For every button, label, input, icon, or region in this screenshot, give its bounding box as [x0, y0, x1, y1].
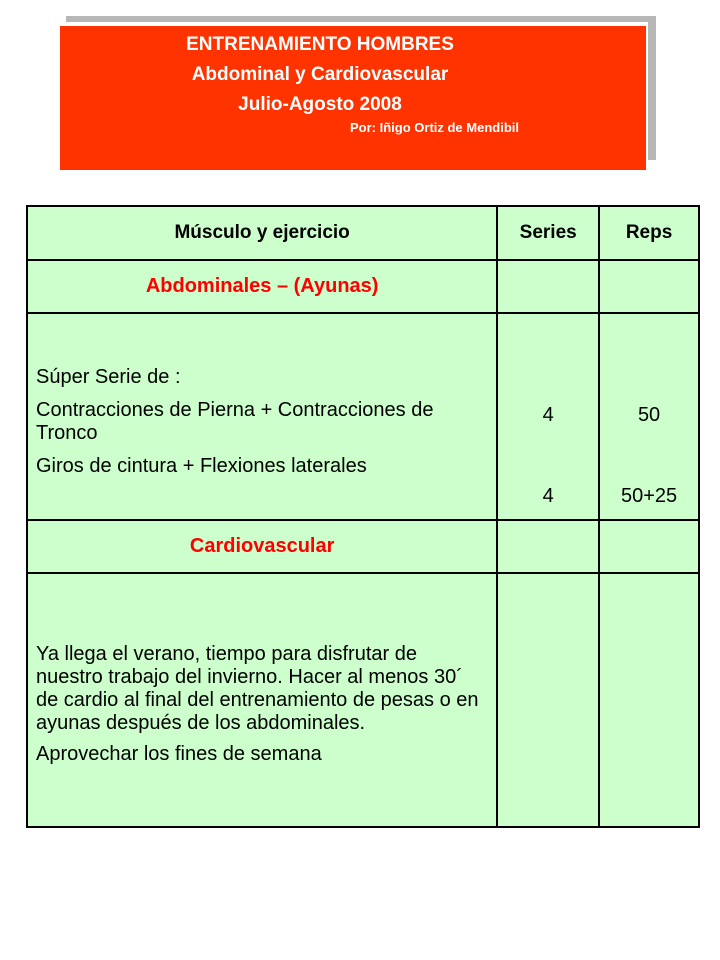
- title-line-1: ENTRENAMIENTO HOMBRES: [186, 34, 454, 55]
- exercise-line: Giros de cintura + Flexiones laterales: [36, 454, 367, 477]
- empty-cell: [497, 260, 599, 313]
- series-value: 4: [542, 484, 554, 507]
- empty-cell: [599, 573, 699, 827]
- cardio-description-cell: [27, 573, 497, 827]
- title-line-3: Julio-Agosto 2008: [238, 94, 402, 115]
- section-row-abdominales: [27, 260, 699, 313]
- cardio-paragraph: Ya llega el verano, tiempo para disfrutar de nuestro trabajo del invierno. Hacer al menos 30´ de cardio al final del entrenamiento de pesas o en ayunas después de los abdominales.: [36, 642, 479, 734]
- reps-cell: [599, 313, 699, 520]
- empty-cell: [497, 520, 599, 573]
- exercise-line: Contracciones de Pierna + Contracciones de Tronco: [36, 398, 434, 444]
- section-name-cardiovascular: Cardiovascular: [27, 520, 497, 573]
- author-line: Por: Iñigo Ortiz de Mendibil: [350, 120, 519, 135]
- empty-cell: [599, 520, 699, 573]
- table-header-row: [27, 206, 699, 260]
- title-line-2: Abdominal y Cardiovascular: [191, 64, 449, 85]
- header-series: Series: [497, 206, 599, 260]
- training-table: [26, 205, 700, 828]
- empty-cell: [497, 573, 599, 827]
- header-exercise: Músculo y ejercicio: [27, 206, 497, 260]
- reps-value: 50: [637, 403, 661, 426]
- series-cell: [497, 313, 599, 520]
- series-value: 4: [542, 403, 554, 426]
- title-banner: [60, 26, 646, 170]
- table-row: [27, 313, 699, 520]
- section-name-abdominales: Abdominales – (Ayunas): [27, 260, 497, 313]
- cardio-paragraph: Aprovechar los fines de semana: [36, 742, 322, 765]
- header-reps: Reps: [599, 206, 699, 260]
- exercise-line: Súper Serie de :: [36, 365, 181, 388]
- section-row-cardiovascular: [27, 520, 699, 573]
- exercise-description-cell: [27, 313, 497, 520]
- table-row: [27, 573, 699, 827]
- reps-value: 50+25: [620, 484, 678, 507]
- empty-cell: [599, 260, 699, 313]
